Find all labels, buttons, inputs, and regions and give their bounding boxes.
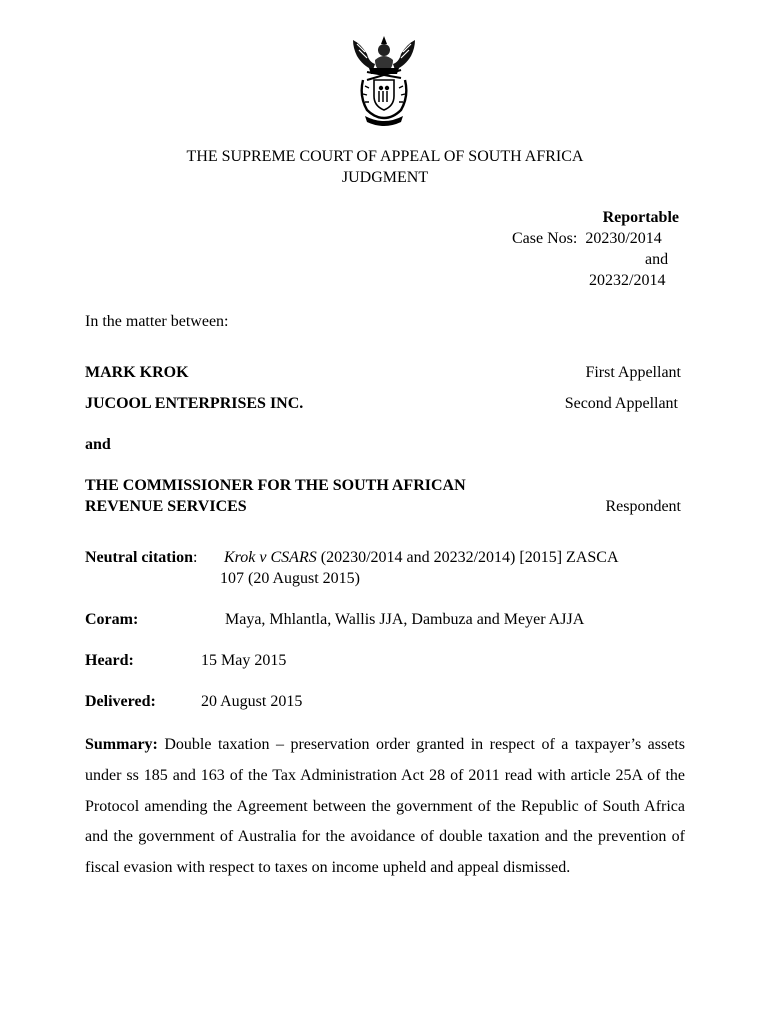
heard-value: 15 May 2015 xyxy=(201,652,287,669)
neutral-citation-label-text: Neutral citation xyxy=(85,549,193,566)
respondent-role: Respondent xyxy=(605,498,681,515)
neutral-citation-colon: : xyxy=(192,549,198,566)
neutral-citation-label xyxy=(85,548,197,568)
first-appellant-name: MARK KROK xyxy=(85,364,189,381)
case-number-first: 20230/2014 xyxy=(585,230,662,247)
matter-between: In the matter between: xyxy=(85,313,229,330)
respondent-name-line1: THE COMMISSIONER FOR THE SOUTH AFRICAN xyxy=(85,477,466,494)
case-label: Case Nos: xyxy=(512,230,578,247)
first-appellant-role: First Appellant xyxy=(585,364,681,381)
neutral-citation-value xyxy=(224,548,619,568)
second-appellant-name: JUCOOL ENTERPRISES INC. xyxy=(85,395,304,412)
citation-rest: (20230/2014 and 20232/2014) [2015] ZASCA xyxy=(316,549,619,566)
case-number-second: 20232/2014 xyxy=(589,272,666,289)
summary-text: Double taxation – preservation order granted in respect of a taxpayer’s assets under ss 185 and 163 of the Tax Administration Act 28 of 2011 read with article 25A of the Protocol amending the Agreement between the government of the Republic of South Africa and the government of Australia for the avoidance of double taxation and the prevention of fiscal evasion with respect to taxes on income upheld and appeal dismissed. xyxy=(85,736,685,877)
coram-value: Maya, Mhlantla, Wallis JJA, Dambuza and Meyer AJJA xyxy=(225,611,585,628)
neutral-citation-line2: 107 (20 August 2015) xyxy=(220,570,360,587)
summary-label: Summary: xyxy=(85,736,158,753)
case-and: and xyxy=(645,251,669,268)
case-name: Krok v CSARS xyxy=(224,549,317,566)
coram-label: Coram: xyxy=(85,611,139,628)
case-numbers xyxy=(512,229,662,249)
delivered-label: Delivered: xyxy=(85,693,156,710)
heard-label: Heard: xyxy=(85,652,134,669)
respondent-name-line2: REVENUE SERVICES xyxy=(85,498,247,515)
summary-paragraph xyxy=(85,730,685,884)
and-separator: and xyxy=(85,436,111,453)
court-title: THE SUPREME COURT OF APPEAL OF SOUTH AFRICA xyxy=(186,148,584,165)
delivered-value: 20 August 2015 xyxy=(201,693,303,710)
reportable-label: Reportable xyxy=(602,209,679,226)
second-appellant-role: Second Appellant xyxy=(564,395,678,412)
document-type: JUDGMENT xyxy=(341,169,429,186)
coat-of-arms-icon xyxy=(345,30,423,128)
